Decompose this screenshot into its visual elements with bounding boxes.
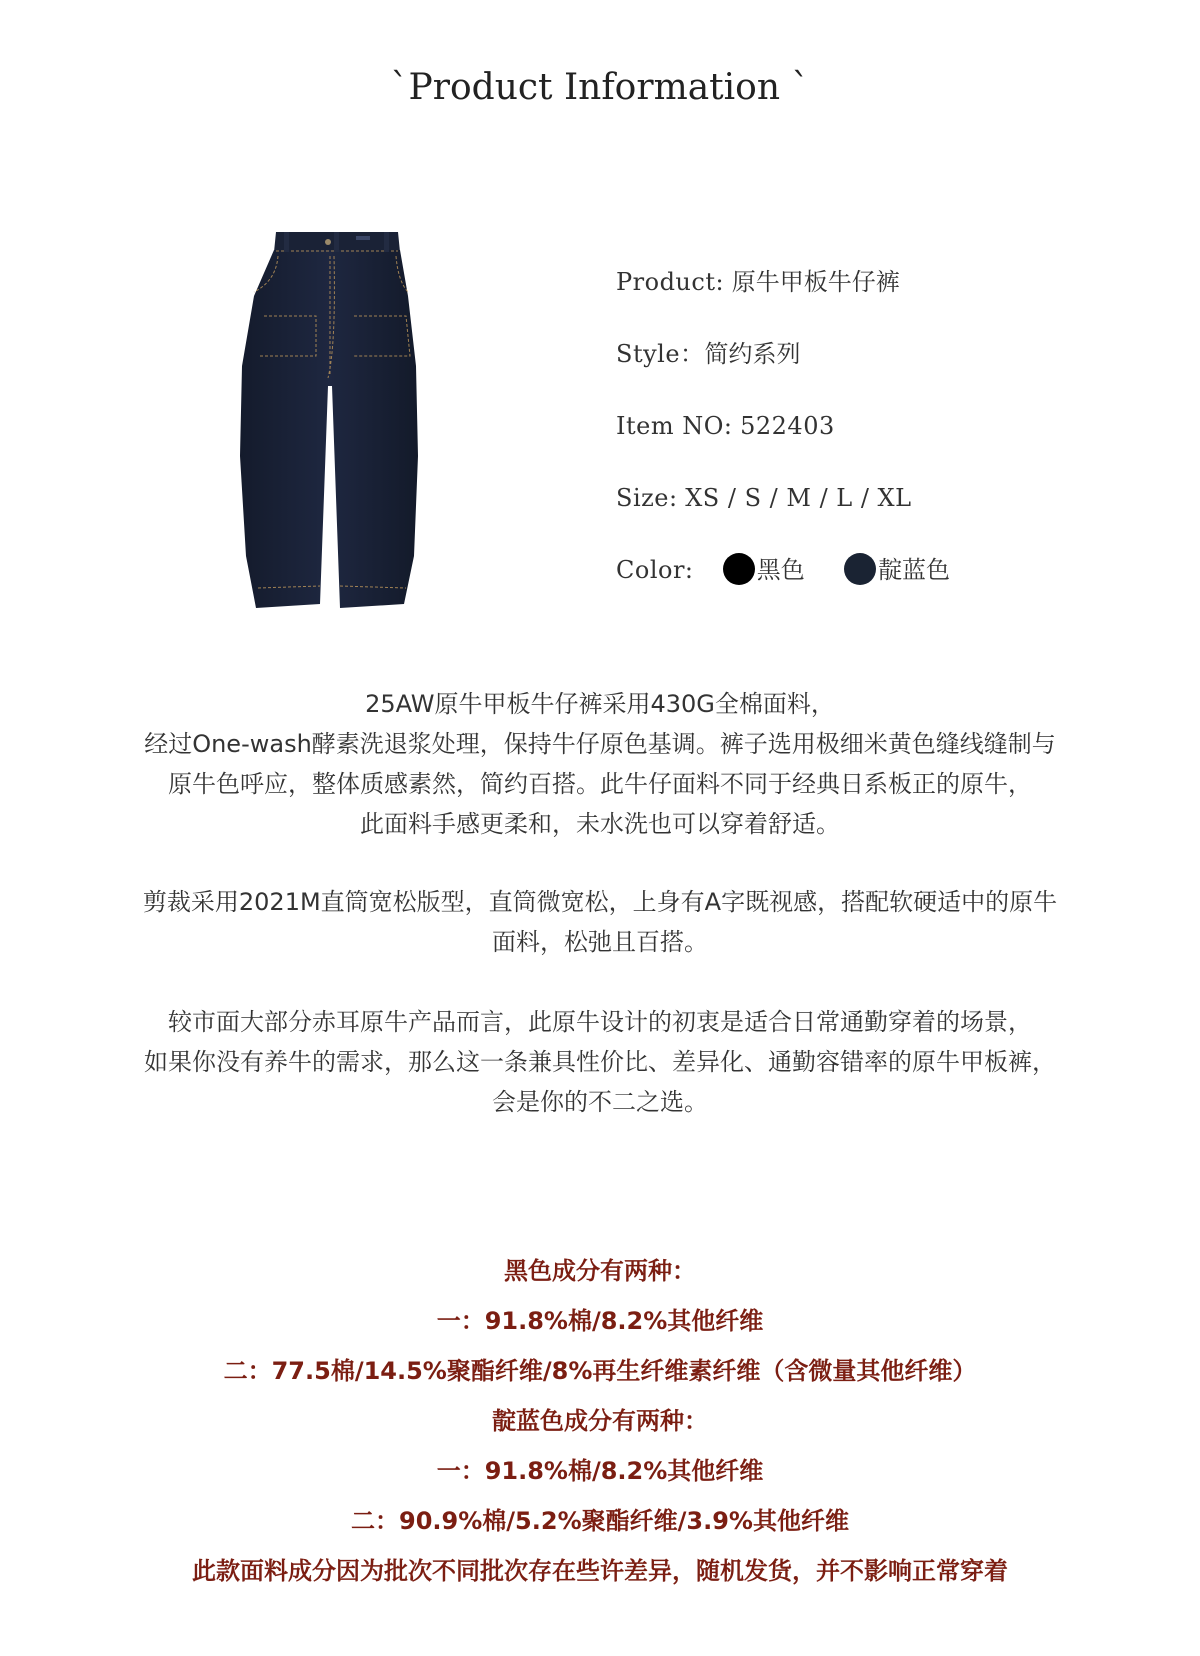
product-label: Product: [616,268,725,296]
composition-line: 一：91.8%棉/8.2%其他纤维 [436,1457,764,1485]
description-line: 剪裁采用2021M直筒宽松版型，直筒微宽松，上身有A字既视感，搭配软硬适中的原牛 [142,888,1058,916]
style-label: Style： [616,340,705,368]
composition-section [60,1246,1140,1596]
composition-line: 黑色成分有两种： [504,1257,696,1285]
description-paragraph-2 [60,882,1140,962]
color-row [616,546,1136,618]
page-title: `Product Information ` [390,67,810,108]
description-paragraph-3 [60,1002,1140,1122]
composition-line: 二：90.9%棉/5.2%聚酯纤维/3.9%其他纤维 [351,1507,849,1535]
composition-line: 一：91.8%棉/8.2%其他纤维 [436,1307,764,1335]
color-name-indigo: 靛蓝色 [878,556,951,584]
description-line: 此面料手感更柔和，未水洗也可以穿着舒适。 [360,810,840,838]
color-name-black: 黑色 [756,556,805,584]
description-line: 25AW原牛甲板牛仔裤采用430G全棉面料， [365,690,835,718]
description-line: 面料，松弛且百搭。 [492,928,708,956]
composition-line: 靛蓝色成分有两种： [492,1407,708,1435]
product-name-row [616,258,1136,330]
size-label: Size: [616,484,678,512]
product-info-list [616,258,1136,618]
style-value: 简约系列 [704,340,801,368]
product-value: 原牛甲板牛仔裤 [731,268,900,296]
item-no-row [616,402,1136,474]
color-label: Color: [616,556,694,584]
composition-line: 二：77.5棉/14.5%聚酯纤维/8%再生纤维素纤维（含微量其他纤维） [223,1357,977,1385]
size-value: XS / S / M / L / XL [685,484,912,512]
black-swatch-icon [723,553,755,585]
item-no-label: Item NO: [616,412,733,440]
indigo-swatch-icon [844,553,876,585]
description-line: 会是你的不二之选。 [492,1088,708,1116]
composition-note: 此款面料成分因为批次不同批次存在些许差异，随机发货，并不影响正常穿着 [192,1557,1008,1585]
product-image-jeans [216,226,456,626]
description-line: 经过One-wash酵素洗退浆处理，保持牛仔原色基调。裤子选用极细米黄色缝线缝制与 [144,730,1056,758]
description-line: 较市面大部分赤耳原牛产品而言，此原牛设计的初衷是适合日常通勤穿着的场景， [168,1008,1032,1036]
size-row [616,474,1136,546]
description-line: 原牛色呼应，整体质感素然，简约百搭。此牛仔面料不同于经典日系板正的原牛， [168,770,1032,798]
description-paragraph-1 [60,684,1140,844]
style-row [616,330,1136,402]
description-line: 如果你没有养牛的需求，那么这一条兼具性价比、差异化、通勤容错率的原牛甲板裤， [144,1048,1056,1076]
item-no-value: 522403 [740,412,835,440]
